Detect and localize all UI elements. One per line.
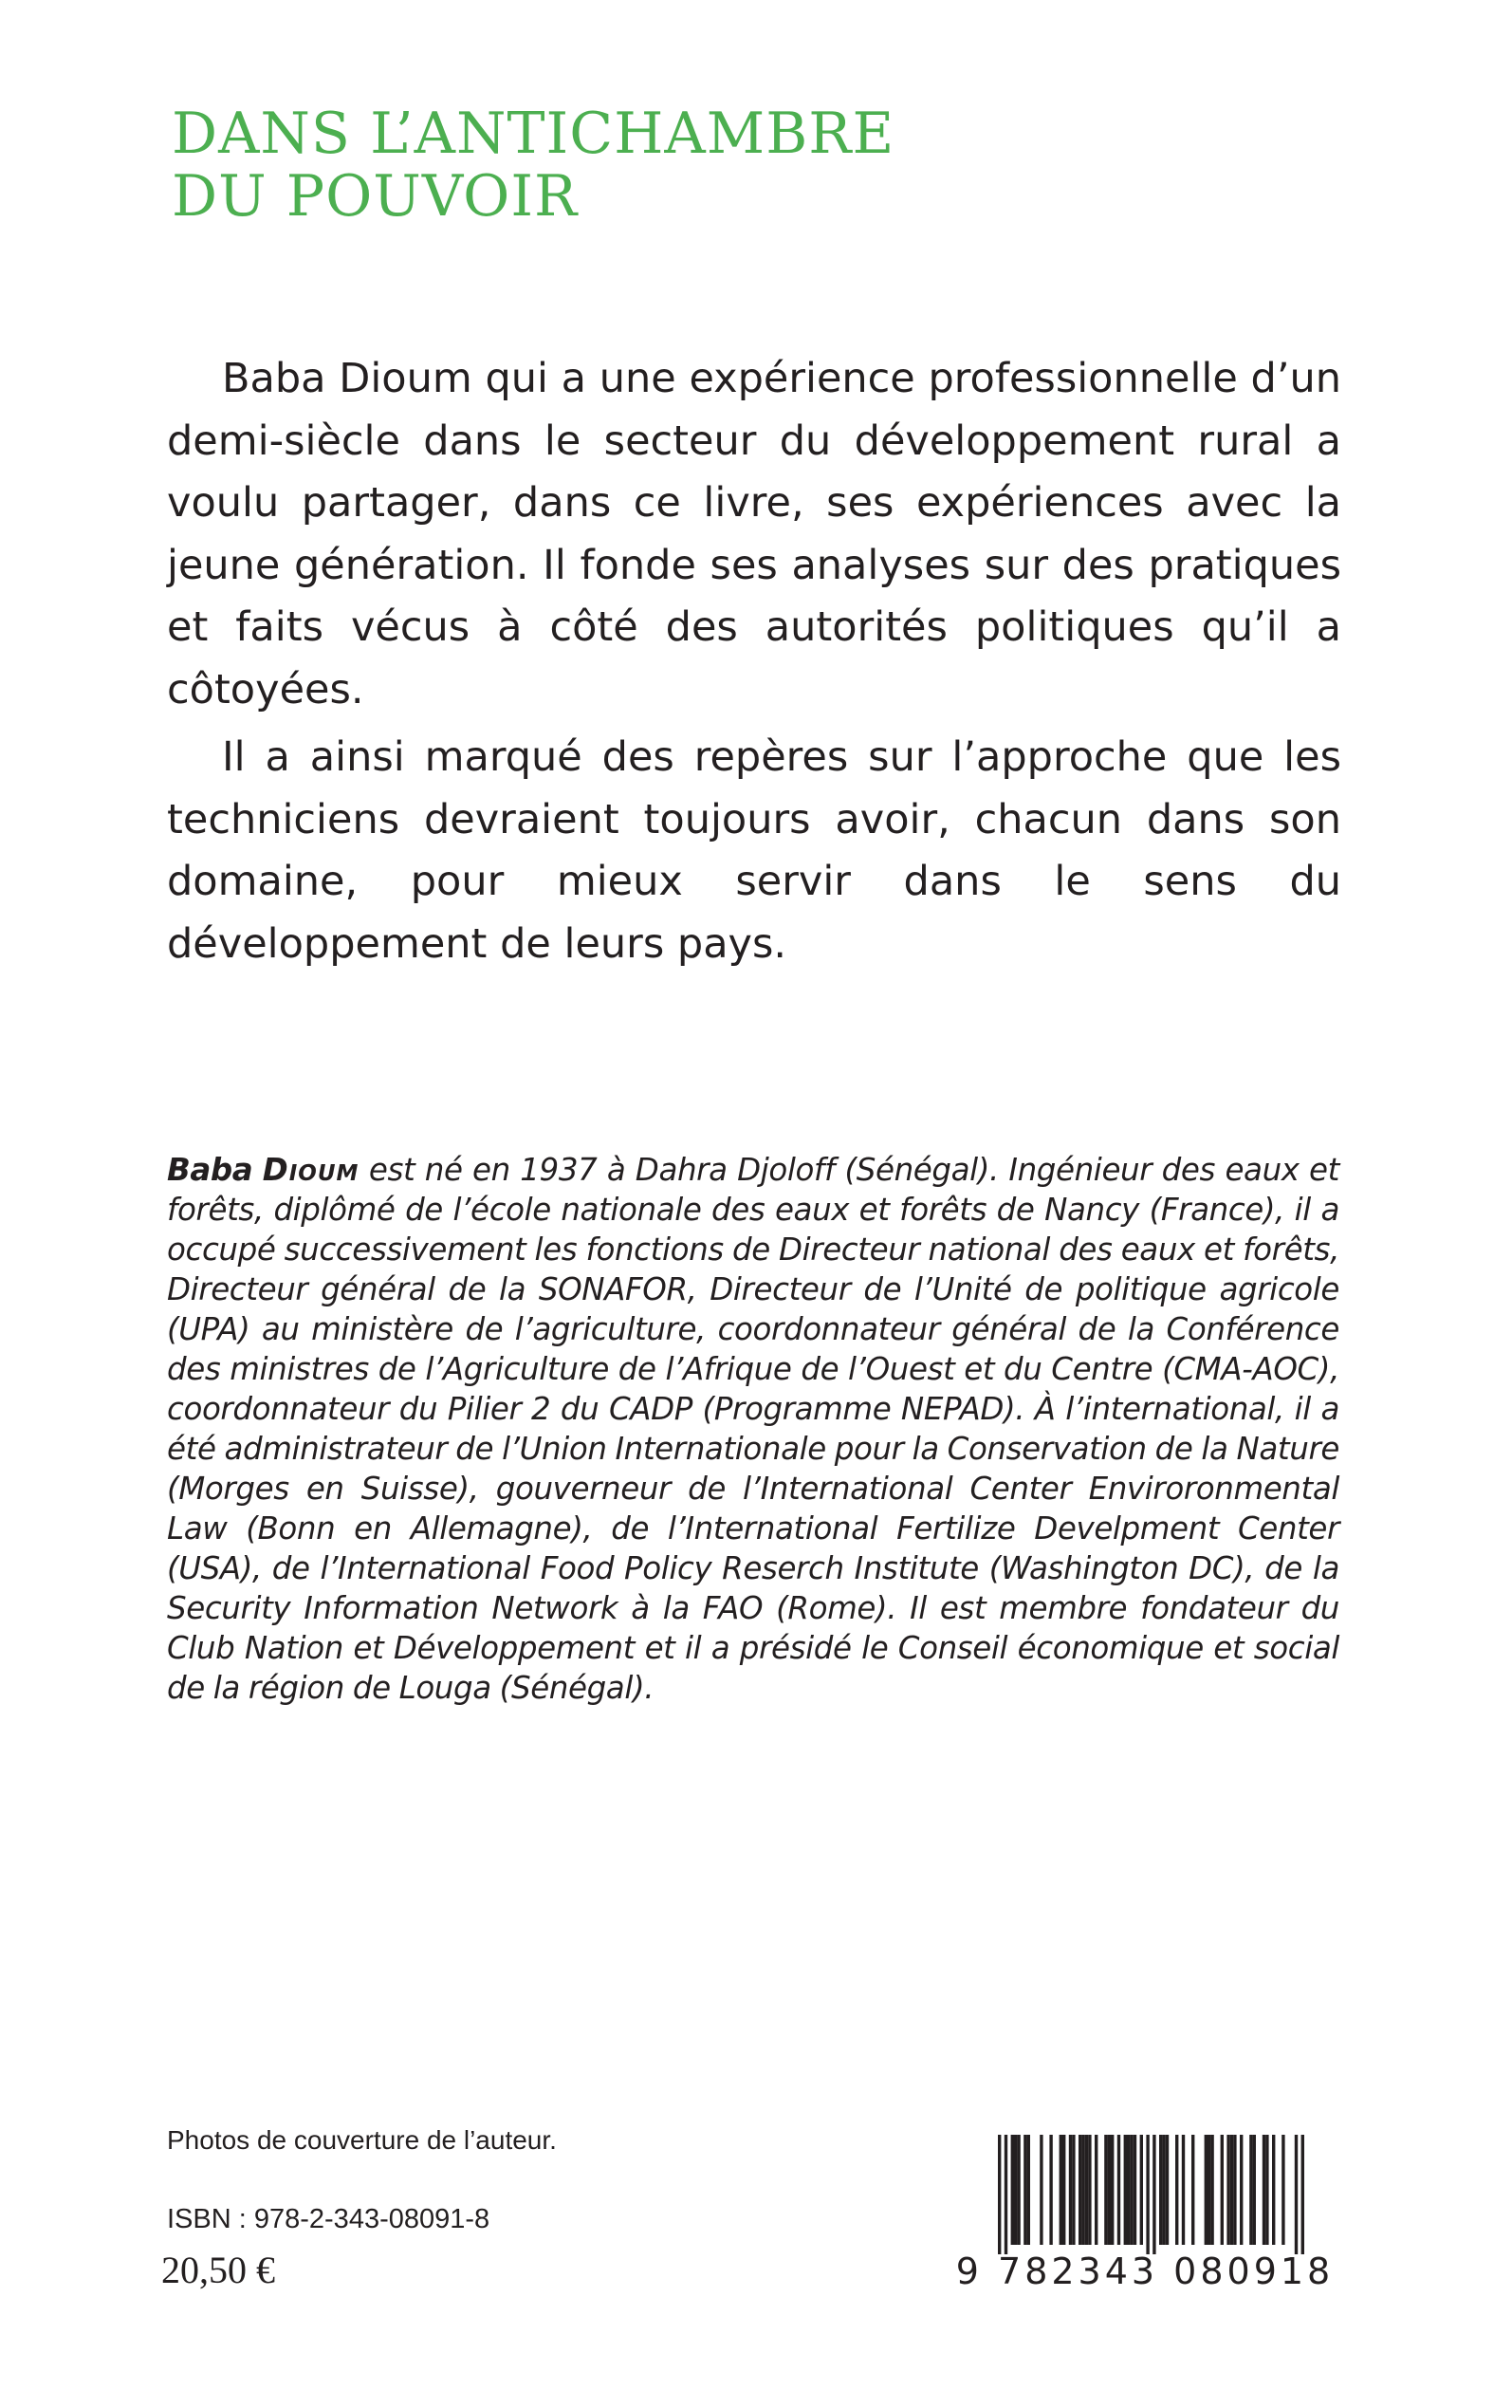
barcode-bar [1081, 2135, 1084, 2245]
barcode-bar [1265, 2135, 1268, 2245]
isbn-barcode [952, 2135, 1337, 2298]
barcode-digits: 9 782343 080918 [955, 2251, 1335, 2292]
author-first-name: Baba [167, 1152, 253, 1188]
book-title [172, 102, 894, 228]
summary-paragraph-2: Il a ainsi marqué des repères sur l’approche que les techniciens devraient toujours avoir, chacun dans son domaine, pour mieux servir dans le sens du développement de leurs pays. [167, 733, 1341, 968]
book-summary [167, 348, 1341, 981]
author-biography [167, 1150, 1339, 1708]
book-title-line-2: DU POUVOIR [172, 163, 579, 230]
barcode-bar [1152, 2135, 1155, 2254]
barcode-bar [1049, 2135, 1052, 2245]
barcode-bar [1208, 2135, 1210, 2245]
barcode-bar [1108, 2135, 1111, 2245]
barcode-bar [1221, 2135, 1224, 2245]
barcode-bar [1205, 2135, 1208, 2245]
barcode-bar [1282, 2135, 1284, 2245]
barcode-bar [1134, 2135, 1136, 2245]
barcode-bar [1166, 2135, 1169, 2245]
barcode-bar [1072, 2135, 1075, 2245]
barcode-bar [1079, 2135, 1081, 2245]
barcode-bar [1130, 2135, 1133, 2245]
barcode-bar [1146, 2135, 1149, 2254]
isbn-number: ISBN : 978-2-343-08091-8 [167, 2204, 490, 2234]
book-price: 20,50 € [161, 2249, 275, 2291]
barcode-bar [1191, 2135, 1194, 2245]
photo-credit: Photos de couverture de l’auteur. [167, 2125, 557, 2155]
barcode-bar [1127, 2135, 1130, 2245]
barcode-bar [1040, 2135, 1042, 2245]
barcode-bar [1014, 2135, 1017, 2245]
barcode-bar [1117, 2135, 1120, 2245]
barcode-bar [1159, 2135, 1162, 2245]
barcode-bar [1253, 2135, 1256, 2245]
barcode-bar [1210, 2135, 1213, 2245]
barcode-bar [1027, 2135, 1030, 2245]
barcode-bar [1062, 2135, 1065, 2245]
barcode-bar [1124, 2135, 1127, 2245]
barcode-bar [1017, 2135, 1020, 2245]
barcode-bar [1182, 2135, 1185, 2245]
barcode-bar [1140, 2135, 1143, 2245]
biography-text: est né en 1937 à Dahra Djoloff (Sénégal). Ingénieur des eaux et forêts, diplômé de l’école nationale des eaux et forêts de Nancy (France), il a occupé successivement les fonctions de Directeur national des eaux et forêts, Directeur général de la SONAFOR, Directeur de l’Unité de politique agricole (UPA) au ministère de l’agriculture, coordonnateur général de la Conférence des ministres de l’Agriculture de l’Afrique de l’Ouest et du Centre (CMA-AOC), coordonnateur du Pilier 2 du CADP (Programme NEPAD). À l’international, il a été administrateur de l’Union Internationale pour la Conservation de la Nature (Morges en Suisse), gouverneur de l’International Center Enviroronmental Law (Bonn en Allemagne), de l’International Fertilize Develpment Center (USA), de l’International Food Policy Reserch Institute (Washington DC), de la Security Information Network à la FAO (Rome). Il est membre fondateur du Club Nation et Développement et il a présidé le Conseil économique et social de la région de Louga (Sénégal). [167, 1152, 1340, 1706]
barcode-bar [1301, 2135, 1304, 2254]
barcode-bar [1226, 2135, 1229, 2245]
barcode-bar [1162, 2135, 1165, 2245]
barcode-bar [1272, 2135, 1275, 2245]
barcode-bar [1111, 2135, 1114, 2245]
barcode-bar [1295, 2135, 1298, 2254]
book-title-line-1: DANS L’ANTICHAMBRE [172, 101, 895, 167]
barcode-bar [1249, 2135, 1252, 2245]
barcode-bar [1233, 2135, 1236, 2245]
barcode-bars [952, 2135, 1337, 2254]
barcode-bar [1005, 2135, 1007, 2254]
barcode-bar [1060, 2135, 1062, 2245]
barcode-bar [1104, 2135, 1107, 2245]
barcode-bar [1175, 2135, 1178, 2245]
barcode-bar [1240, 2135, 1243, 2245]
barcode-bar [1023, 2135, 1026, 2245]
barcode-bar [1011, 2135, 1014, 2245]
author-last-name: Dioum [262, 1152, 360, 1188]
barcode-bar [1230, 2135, 1233, 2245]
barcode-bar [1095, 2135, 1097, 2245]
barcode-bar [1085, 2135, 1088, 2245]
barcode-bar [1069, 2135, 1072, 2245]
summary-paragraph-1: Baba Dioum qui a une expérience professionnelle d’un demi-siècle dans le secteur du développement rural a voulu partager, dans ce livre, ses expériences avec la jeune génération. Il fonde ses analyses sur des pratiques et faits vécus à côté des autorités politiques qu’il a côtoyées. [167, 355, 1341, 713]
barcode-bar [1263, 2135, 1265, 2245]
barcode-bar [998, 2135, 1001, 2254]
barcode-bar [1088, 2135, 1091, 2245]
